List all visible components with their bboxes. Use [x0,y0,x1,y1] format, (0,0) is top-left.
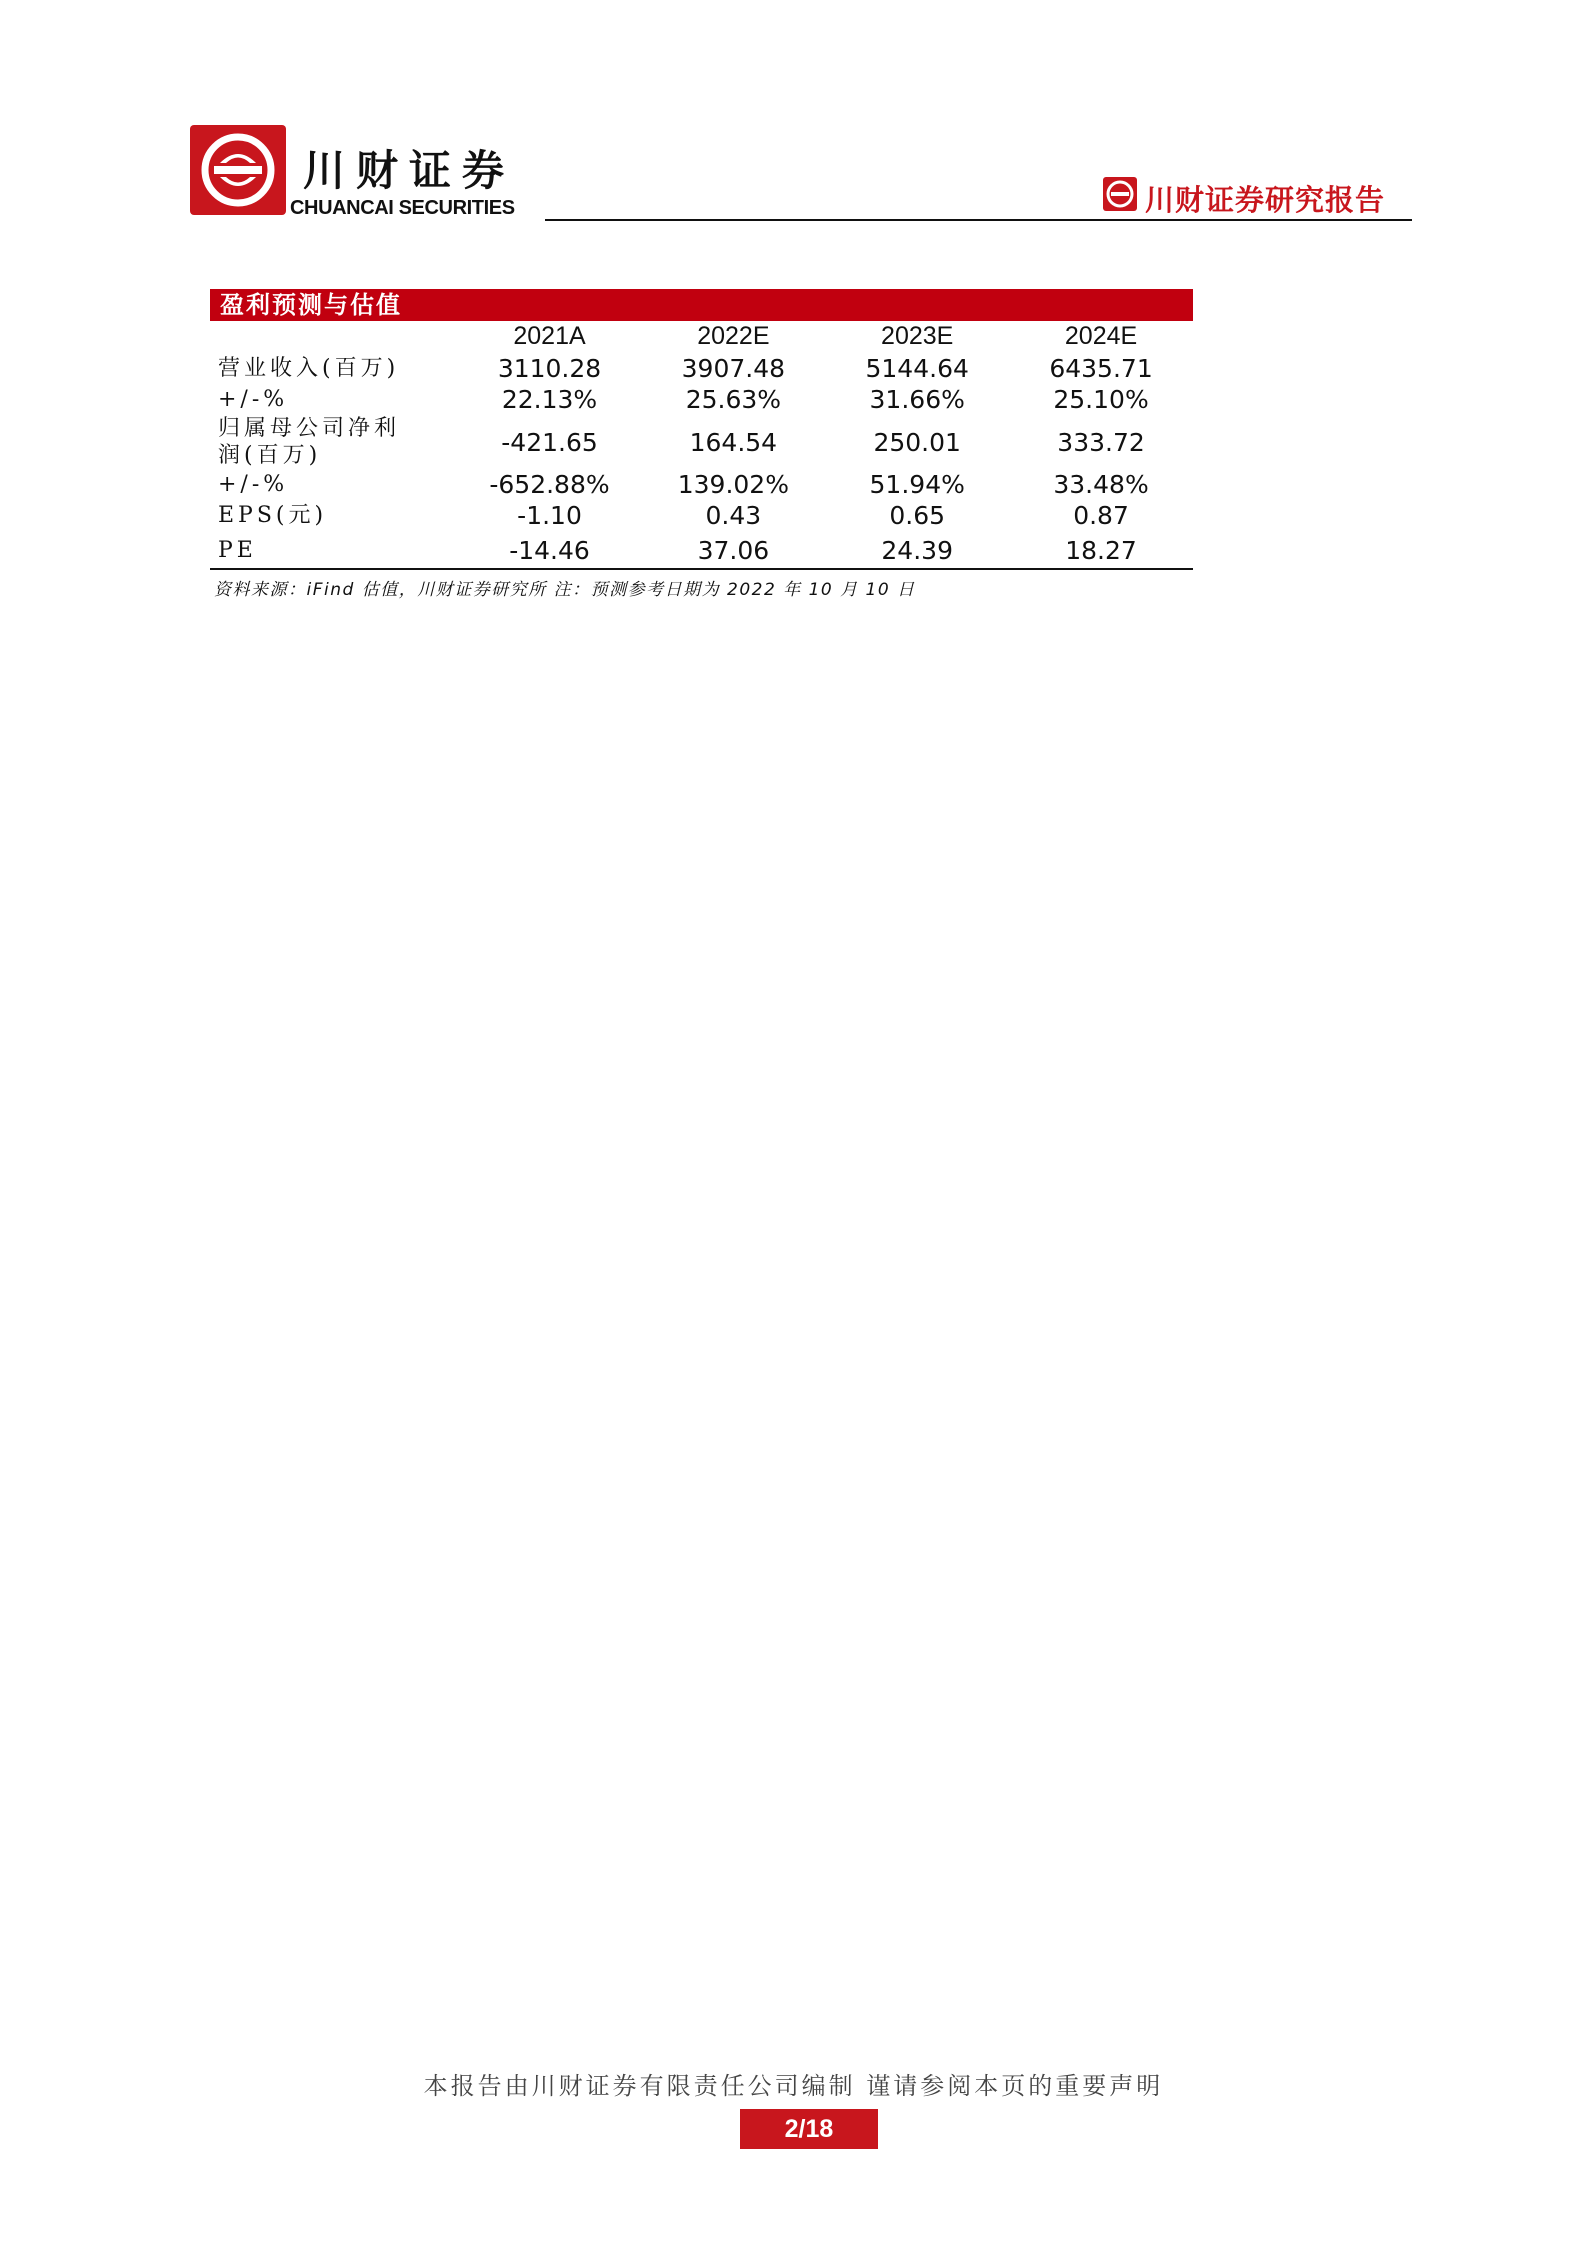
table-header-row [210,321,1193,352]
table-cell: 0.87 [1073,501,1129,530]
table-row-revenue [210,352,1193,385]
table-cell: 37.06 [697,535,770,565]
table-cell: 3907.48 [681,354,786,383]
table-row-pe [210,532,1193,568]
row-label: +/-% [218,387,289,412]
row-label: EPS(元) [218,503,328,528]
table-cell: 139.02% [677,470,789,499]
column-header: 2022E [697,322,770,350]
table-cell: 25.63% [685,385,782,414]
row-label: +/-% [218,472,289,497]
table-cell: 18.27 [1065,535,1137,565]
table-row-net-profit [210,414,1193,470]
table-cell: -1.10 [517,501,582,530]
table-bottom-rule [210,568,1193,570]
table-cell: 25.10% [1053,385,1149,414]
table-cell: 51.94% [869,470,965,499]
brand-name-en: CHUANCAI SECURITIES [290,197,515,219]
table-cell: 0.43 [705,501,762,530]
table-cell: -14.46 [509,535,590,565]
row-label-line: 润(百万) [218,443,322,468]
table-cell: 5144.64 [865,354,969,383]
table-cell: 24.39 [881,535,953,565]
table-cell: -421.65 [501,427,598,457]
earnings-forecast-table [210,289,1193,600]
table-cell: 31.66% [869,385,965,414]
table-row-profit-growth [210,470,1193,499]
column-header: 2024E [1064,322,1138,350]
row-label-line: 归属母公司净利 [218,416,401,441]
table-cell: 0.65 [889,501,946,530]
table-cell: 164.54 [689,427,778,457]
chuancai-logo-icon [190,125,286,215]
footer-disclaimer: 本报告由川财证券有限责任公司编制 谨请参阅本页的重要声明 [423,2072,1164,2100]
table-cell: 333.72 [1057,427,1145,457]
table-cell: 33.48% [1053,470,1149,499]
table-row-revenue-growth [210,385,1193,414]
report-type-label: 川财证券研究报告 [1145,183,1386,217]
table-cell: 3110.28 [497,354,602,383]
brand-name-cn: 川财证券 [303,146,516,195]
table-cell: -652.88% [489,470,610,499]
row-label [210,415,458,469]
row-label: PE [218,537,257,563]
row-label: 营业收入(百万) [218,356,400,381]
chuancai-small-logo-icon [1103,177,1137,211]
table-row-eps [210,499,1193,532]
page-number: 2/18 [740,2109,878,2149]
table-cell: 6435.71 [1049,354,1153,383]
column-header: 2023E [881,322,954,350]
header-divider [545,219,1412,221]
table-cell: 22.13% [501,385,598,414]
column-header: 2021A [513,322,586,350]
table-cell: 250.01 [873,427,961,457]
table-title: 盈利预测与估值 [210,289,1193,321]
table-source-note: 资料来源：iFind 估值，川财证券研究所 注：预测参考日期为 2022 年 10 月 10 日 [214,580,916,600]
